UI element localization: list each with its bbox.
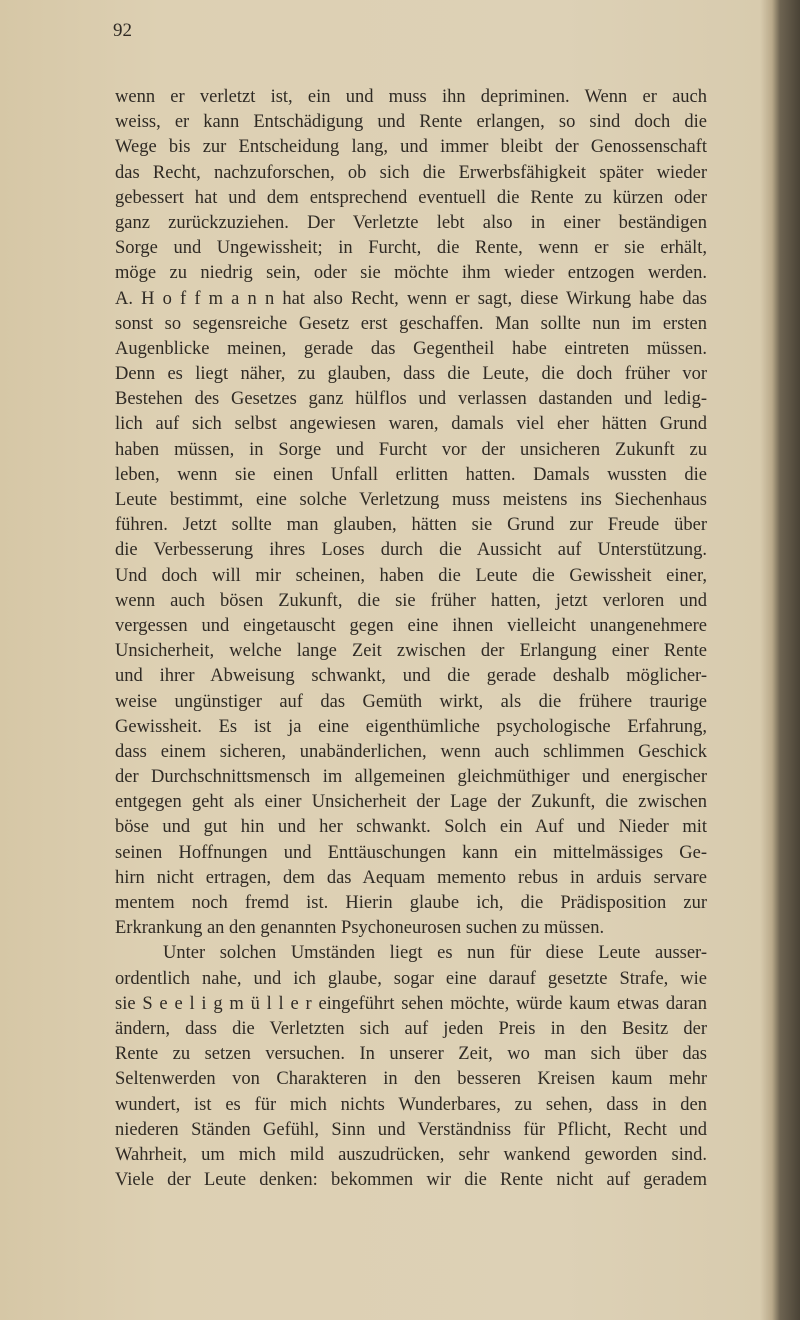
text-line: Und doch will mir scheinen, haben die Leute die Gewissheit einer, <box>115 565 707 586</box>
text-line: weise ungünstiger auf das Gemüth wirkt, als die frühere traurige <box>115 691 707 712</box>
text-line: möge zu niedrig sein, oder sie möchte ihm wieder entzogen werden. <box>115 263 707 284</box>
text-line: führen. Jetzt sollte man glauben, hätten sie Grund zur Freude über <box>115 515 707 536</box>
text-line: Viele der Leute denken: bekommen wir die Rente nicht auf geradem <box>115 1170 707 1191</box>
text-line: niederen Ständen Gefühl, Sinn und Verständniss für Pflicht, Recht und <box>115 1119 707 1140</box>
text-line: entgegen geht als einer Unsicherheit der Lage der Zukunft, die zwischen <box>115 792 707 813</box>
text-line: Leute bestimmt, eine solche Verletzung muss meistens ins Siechenhaus <box>115 490 707 510</box>
text-line: mentem noch fremd ist. Hierin glaube ich, die Prädisposition zur <box>115 893 707 913</box>
page-number: 92 <box>113 20 132 41</box>
text-line: A. H o f f m a n n hat also Recht, wenn er sagt, diese Wirkung habe das <box>115 288 707 309</box>
text-line: die Verbesserung ihres Loses durch die Aussicht auf Unterstützung. <box>115 540 707 561</box>
text-line: wundert, ist es für mich nichts Wunderbares, zu sehen, dass in den <box>115 1094 707 1115</box>
text-line: Augenblicke meinen, gerade das Gegentheil habe eintreten müssen. <box>115 338 707 359</box>
text-line: Seltenwerden von Charakteren in den besseren Kreisen kaum mehr <box>115 1069 707 1090</box>
text-line: Gewissheit. Es ist ja eine eigenthümliche psychologische Erfahrung, <box>115 716 707 737</box>
text-line: vergessen und eingetauscht gegen eine ihnen vielleicht unangenehmere <box>115 615 707 636</box>
text-line: sie S e e l i g m ü l l e r eingeführt sehen möchte, würde kaum etwas daran <box>115 993 707 1014</box>
text-line: Unter solchen Umständen liegt es nun für diese Leute ausser- <box>163 943 707 964</box>
text-line: der Durchschnittsmensch im allgemeinen gleichmüthiger und energischer <box>115 767 707 788</box>
text-line: Wege bis zur Entscheidung lang, und immer bleibt der Genossenschaft <box>115 137 707 158</box>
text-line: haben müssen, in Sorge und Furcht vor der unsicheren Zukunft zu <box>115 439 707 460</box>
text-line: ganz zurückzuziehen. Der Verletzte lebt also in einer beständigen <box>115 212 707 233</box>
text-line: wenn er verletzt ist, ein und muss ihn depriminen. Wenn er auch <box>115 87 707 107</box>
text-line: weiss, er kann Entschädigung und Rente erlangen, so sind doch die <box>115 112 707 133</box>
text-line: Erkrankung an den genannten Psychoneurosen suchen zu müssen. <box>115 918 605 939</box>
text-line: hirn nicht ertragen, dem das Aequam memento rebus in arduis servare <box>115 867 707 888</box>
text-line: ändern, dass die Verletzten sich auf jeden Preis in den Besitz der <box>115 1018 707 1039</box>
text-line: Wahrheit, um mich mild auszudrücken, sehr wankend geworden sind. <box>115 1144 707 1165</box>
text-line: Unsicherheit, welche lange Zeit zwischen der Erlangung einer Rente <box>115 641 707 662</box>
text-line: seinen Hoffnungen und Enttäuschungen kann ein mittelmässiges Ge- <box>115 842 707 863</box>
text-line: Sorge und Ungewissheit; in Furcht, die Rente, wenn er sie erhält, <box>115 238 707 259</box>
text-line: dass einem sicheren, unabänderlichen, wenn auch schlimmen Geschick <box>115 741 707 762</box>
text-line: leben, wenn sie einen Unfall erlitten hatten. Damals wussten die <box>115 464 707 485</box>
text-line: und ihrer Abweisung schwankt, und die gerade deshalb möglicher- <box>115 666 707 687</box>
text-line: ordentlich nahe, und ich glaube, sogar eine darauf gesetzte Strafe, wie <box>115 968 707 989</box>
text-line: gebessert hat und dem entsprechend eventuell die Rente zu kürzen oder <box>115 187 707 208</box>
text-line: Denn es liegt näher, zu glauben, dass die Leute, die doch früher vor <box>115 364 707 385</box>
text-line: das Recht, nachzuforschen, ob sich die Erwerbsfähigkeit später wieder <box>115 162 707 183</box>
body-text <box>115 85 707 1193</box>
text-line: böse und gut hin und her schwankt. Solch ein Auf und Nieder mit <box>115 817 707 838</box>
text-line: Rente zu setzen versuchen. In unserer Zeit, wo man sich über das <box>115 1044 707 1065</box>
text-line: lich auf sich selbst angewiesen waren, damals viel eher hätten Grund <box>115 414 707 435</box>
text-line: sonst so segensreiche Gesetz erst geschaffen. Man sollte nun im ersten <box>115 313 707 334</box>
text-line: wenn auch bösen Zukunft, die sie früher hatten, jetzt verloren und <box>115 590 707 611</box>
text-line: Bestehen des Gesetzes ganz hülflos und verlassen dastanden und ledig- <box>115 389 707 410</box>
